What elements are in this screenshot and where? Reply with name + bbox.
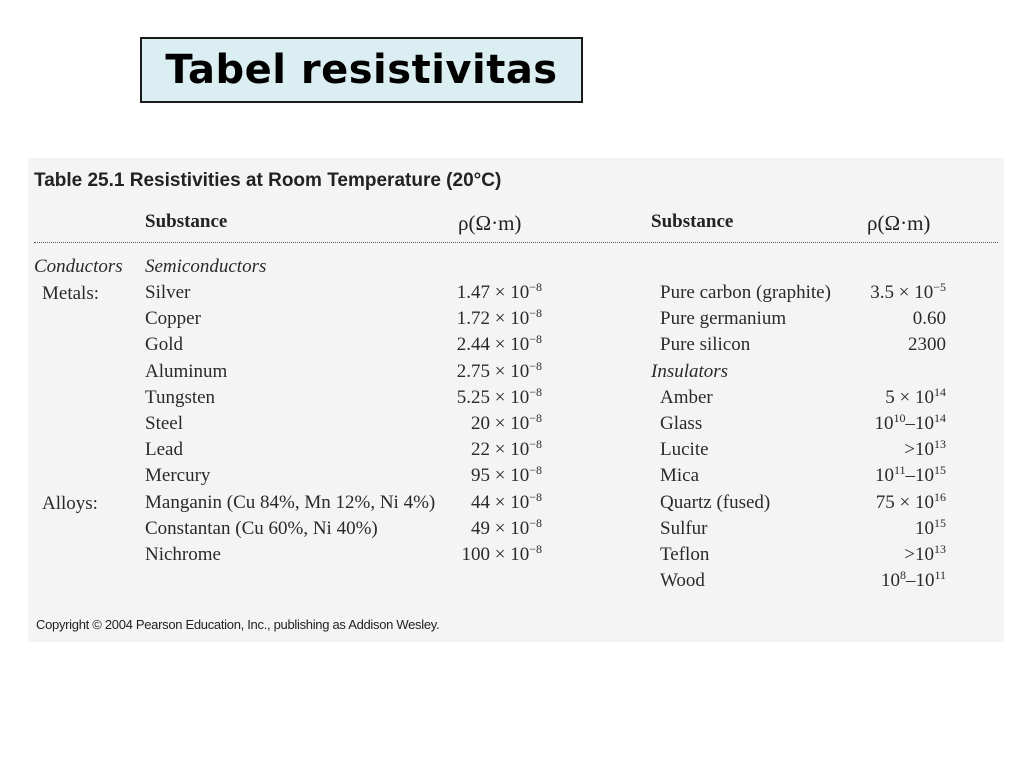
- slide-title: Tabel resistivitas: [165, 47, 558, 93]
- value-base: 49 × 10: [471, 518, 530, 539]
- value-base: 95 × 10: [471, 465, 530, 486]
- value-base: >10: [904, 439, 934, 460]
- value-exponent: 15: [934, 516, 946, 530]
- copyright-notice: Copyright © 2004 Pearson Education, Inc., publishing as Addison Wesley.: [36, 617, 440, 632]
- resistivity-value: [471, 465, 542, 487]
- value-exponent: −5: [933, 280, 946, 294]
- resistivity-value: [457, 361, 542, 383]
- substance-name: Steel: [145, 413, 183, 434]
- value-base: >10: [904, 544, 934, 565]
- resistivity-value: [457, 334, 542, 356]
- value-base: 10: [874, 465, 894, 486]
- resistivity-value: [457, 308, 542, 330]
- header-rho-left: ρ(Ω·m): [458, 211, 522, 235]
- value-exponent: −8: [529, 280, 542, 294]
- substance-name: Nichrome: [145, 544, 221, 565]
- value-base: 100 × 10: [461, 544, 530, 565]
- value-exponent: −8: [529, 332, 542, 346]
- substance-name: Constantan (Cu 60%, Ni 40%): [145, 518, 378, 539]
- value-base: –10: [905, 570, 935, 591]
- table-caption: [34, 170, 501, 192]
- value-base: 5 × 10: [885, 387, 934, 408]
- resistivity-value: [471, 413, 542, 435]
- substance-name: Mercury: [145, 465, 211, 486]
- substance-name: Gold: [145, 334, 183, 355]
- value-base: 1.72 × 10: [456, 308, 530, 329]
- resistivity-value: [457, 282, 542, 304]
- resistivity-value: [904, 439, 946, 461]
- substance-name: Manganin (Cu 84%, Mn 12%, Ni 4%): [145, 492, 436, 513]
- value-base: 22 × 10: [471, 439, 530, 460]
- value-exponent: −8: [529, 490, 542, 504]
- value-base: –10: [905, 413, 934, 434]
- resistivity-value: [876, 492, 946, 514]
- group-label-insulators: Insulators: [651, 361, 729, 382]
- value-exponent: 8: [899, 568, 906, 582]
- substance-name: Lucite: [660, 439, 709, 460]
- value-exponent: 10: [893, 411, 906, 425]
- value-exponent: −8: [529, 359, 542, 373]
- value-base: 10: [915, 518, 934, 539]
- substance-name: Glass: [660, 413, 703, 434]
- value-exponent: −8: [529, 463, 542, 477]
- value-base: 20 × 10: [471, 413, 530, 434]
- resistivity-value: [875, 413, 947, 435]
- value-base: 75 × 10: [875, 492, 934, 513]
- substance-name: Copper: [145, 308, 201, 329]
- group-label-semiconductors: Semiconductors: [145, 256, 267, 277]
- value-exponent: 11: [934, 568, 946, 582]
- group-label-alloys: Alloys:: [42, 493, 98, 514]
- substance-name: Sulfur: [660, 518, 708, 539]
- value-exponent: 14: [934, 411, 946, 425]
- substance-name: Aluminum: [145, 361, 228, 382]
- substance-name: Pure silicon: [660, 334, 751, 355]
- resistivity-value: [908, 334, 946, 356]
- resistivity-value: [462, 544, 543, 566]
- resistivity-value: [875, 465, 946, 487]
- value-base: 10: [874, 413, 894, 434]
- header-substance-right: Substance: [651, 211, 734, 232]
- slide-title-box: [140, 37, 583, 103]
- resistivity-value: [471, 492, 542, 514]
- substance-name: Amber: [660, 387, 713, 408]
- resistivity-value: [471, 518, 542, 540]
- value-base: –10: [905, 465, 934, 486]
- value-exponent: −8: [529, 411, 542, 425]
- header-substance-left: Substance: [145, 211, 228, 232]
- header-rho-right: ρ(Ω·m): [867, 211, 931, 235]
- value-exponent: 13: [934, 437, 946, 451]
- substance-name: Pure germanium: [660, 308, 787, 329]
- value-exponent: 14: [934, 385, 946, 399]
- substance-name: Mica: [660, 465, 700, 486]
- value-base: 1.47 × 10: [456, 282, 530, 303]
- value-base: 2.44 × 10: [456, 334, 530, 355]
- value-exponent: 13: [934, 542, 946, 556]
- substance-name: Quartz (fused): [660, 492, 771, 513]
- resistivity-value: [885, 387, 946, 409]
- value-base: 2300: [908, 334, 946, 355]
- value-exponent: −8: [529, 306, 542, 320]
- value-base: 5.25 × 10: [456, 387, 530, 408]
- value-exponent: −8: [529, 516, 542, 530]
- substance-name: Silver: [145, 282, 191, 303]
- substance-name: Tungsten: [145, 387, 216, 408]
- substance-name: Pure carbon (graphite): [660, 282, 831, 303]
- substance-name: Teflon: [660, 544, 710, 565]
- value-base: 44 × 10: [471, 492, 530, 513]
- resistivity-table-image: [28, 158, 1004, 642]
- table-caption-text: Resistivities at Room Temperature (20°C): [129, 170, 502, 191]
- substance-name: Lead: [145, 439, 183, 460]
- resistivity-value: [904, 544, 946, 566]
- value-exponent: −8: [529, 385, 542, 399]
- value-exponent: 15: [934, 463, 946, 477]
- value-exponent: −8: [529, 437, 542, 451]
- value-exponent: −8: [529, 542, 542, 556]
- value-exponent: 16: [934, 490, 946, 504]
- group-label-metals: Metals:: [42, 283, 99, 304]
- value-base: 3.5 × 10: [870, 282, 934, 303]
- resistivity-value: [915, 518, 946, 540]
- value-base: 10: [880, 570, 900, 591]
- resistivity-value: [870, 282, 946, 304]
- resistivity-value: [471, 439, 542, 461]
- resistivity-value: [457, 387, 542, 409]
- value-exponent: 11: [893, 463, 906, 477]
- substance-name: Wood: [660, 570, 705, 591]
- value-base: 2.75 × 10: [456, 361, 530, 382]
- value-base: 0.60: [912, 308, 946, 329]
- resistivity-value: [881, 570, 946, 592]
- resistivity-value: [913, 308, 946, 330]
- header-divider: [34, 242, 998, 243]
- table-caption-number: Table 25.1: [34, 170, 125, 191]
- group-label-conductors: Conductors: [34, 256, 123, 277]
